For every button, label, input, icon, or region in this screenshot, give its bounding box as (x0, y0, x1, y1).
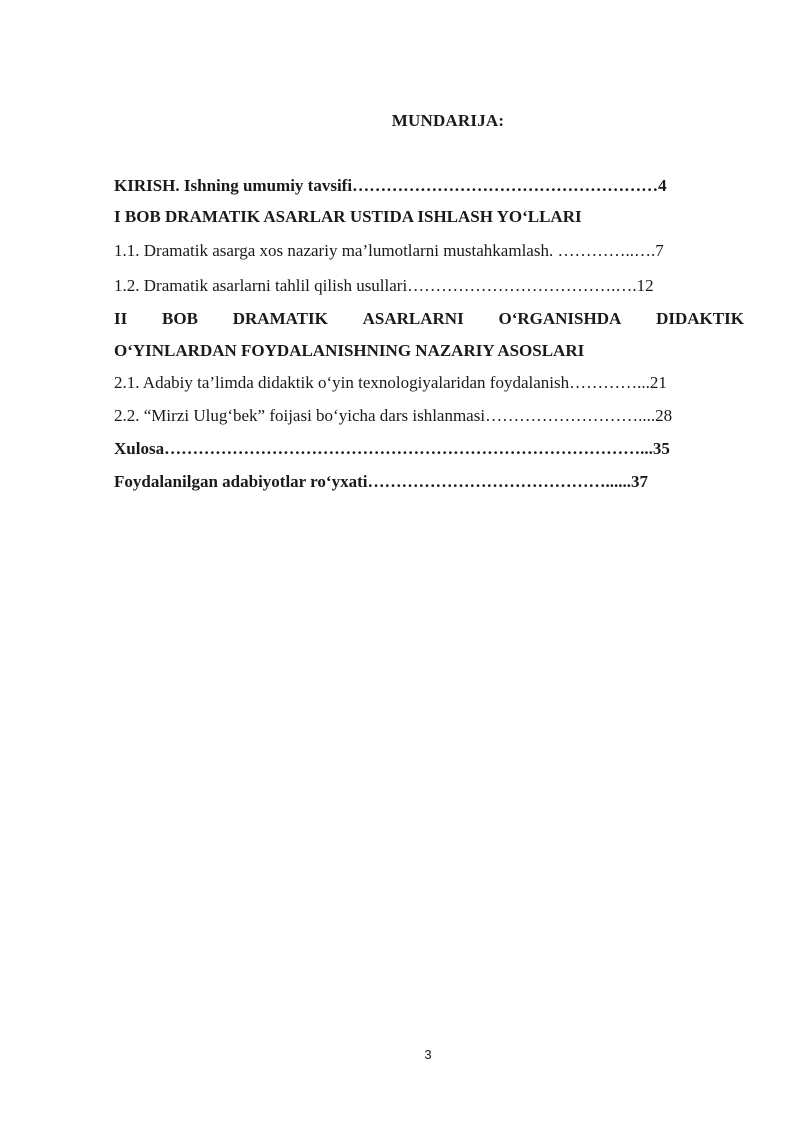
toc-entry-kirish: KIRISH. Ishning umumiy tavsifi………………………………………………4 (114, 176, 667, 195)
bob2-word: ASARLARNI (362, 309, 464, 328)
bob2-word: DRAMATIK (232, 309, 328, 328)
bob2-word: BOB (162, 309, 198, 328)
bob2-word: II (114, 309, 128, 328)
toc-entry-bob2-line1 (114, 309, 744, 329)
page-title: MUNDARIJA: (391, 111, 505, 130)
toc-entry-section-1-1: 1.1. Dramatik asarga xos nazariy ma’lumotlarni mustahkamlash. …………..….7 (114, 241, 664, 260)
toc-entry-bob2-line2: O‘YINLARDAN FOYDALANISHNING NAZARIY ASOSLARI (114, 341, 585, 360)
bob2-word: O‘RGANISHDA (498, 309, 622, 328)
toc-entry-adabiyotlar: Foydalanilgan adabiyotlar ro‘yxati……………………………………......37 (114, 472, 648, 491)
toc-entry-section-2-1: 2.1. Adabiy ta’limda didaktik o‘yin texnologiyalaridan foydalanish…………...21 (114, 373, 667, 392)
toc-entry-section-2-2: 2.2. “Mirzi Ulug‘bek” foijasi bo‘yicha dars ishlanmasi………………………....28 (114, 406, 673, 425)
toc-entry-xulosa: Xulosa…………………………………………………………………………...35 (114, 439, 670, 458)
bob2-word: DIDAKTIK (656, 309, 744, 328)
toc-entry-bob1: I BOB DRAMATIK ASARLAR USTIDA ISHLASH YO‘LLARI (114, 207, 582, 226)
page-number: 3 (424, 1047, 432, 1062)
toc-entry-section-1-2: 1.2. Dramatik asarlarni tahlil qilish usullari……………………………….….12 (114, 276, 654, 295)
